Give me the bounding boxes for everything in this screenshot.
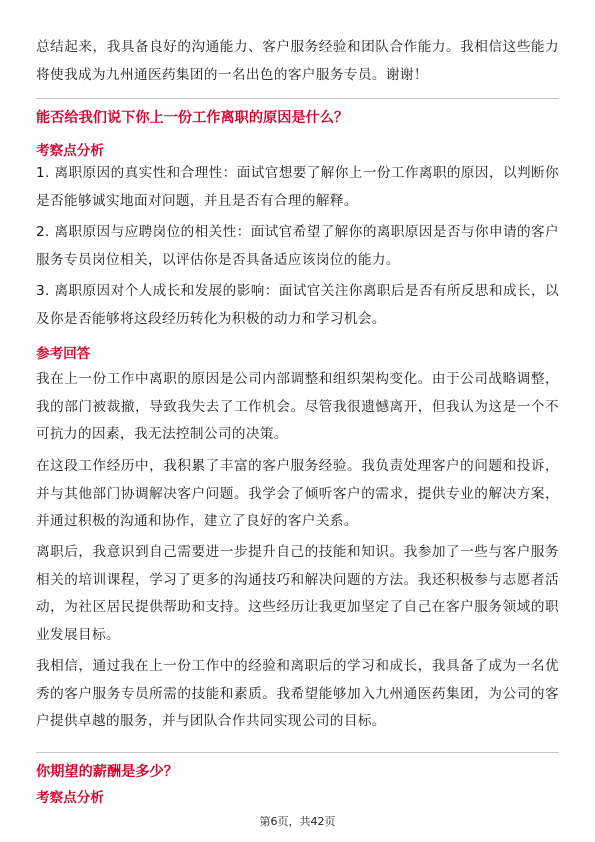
section-divider (36, 98, 559, 99)
answer-paragraph-3: 离职后，我意识到自己需要进一步提升自己的技能和知识。我参加了一些与客户服务相关的培训课程，学习了更多的沟通技巧和解决问题的方法。我还积极参与志愿者活动，为社区居民提供帮助和支持。这些经历让我更加坚定了自己在客户服务领域的职业发展目标。 (36, 544, 559, 643)
analysis-item-1: 1. 离职原因的真实性和合理性：面试官想要了解你上一份工作离职的原因，以判断你是否能够诚实地面对问题，并且是否有合理的解释。 (36, 165, 559, 209)
answer-paragraph-2: 在这段工作经历中，我积累了丰富的客户服务经验。我负责处理客户的问题和投诉，并与其他部门协调解决客户问题。我学会了倾听客户的需求，提供专业的解决方案，并通过积极的沟通和协作，建立了良好的客户关系。 (36, 458, 559, 529)
section-divider (36, 752, 559, 753)
answer-paragraph-4: 我相信，通过我在上一份工作中的经验和离职后的学习和成长，我具备了成为一名优秀的客户服务专员所需的技能和素质。我希望能够加入九州通医药集团，为公司的客户提供卓越的服务，并与团队合作共同实现公司的目标。 (36, 658, 559, 729)
analysis-item-3: 3. 离职原因对个人成长和发展的影响：面试官关注你离职后是否有所反思和成长，以及你是否能够将这段经历转化为积极的动力和学习机会。 (36, 283, 559, 327)
answer-label: 参考回答 (36, 346, 91, 362)
question-heading-leaving-reason: 能否给我们说下你上一份工作离职的原因是什么？ (36, 110, 349, 126)
question-heading-salary: 你期望的薪酬是多少？ (36, 764, 178, 780)
analysis-label: 考察点分析 (36, 790, 104, 806)
answer-paragraph-1: 我在上一份工作中离职的原因是公司内部调整和组织架构变化。由于公司战略调整，我的部门被裁撤，导致我失去了工作机会。尽管我很遗憾离开，但我认为这是一个不可抗力的因素，我无法控制公司的决策。 (36, 371, 559, 442)
document-page (36, 0, 559, 842)
analysis-label: 考察点分析 (36, 143, 104, 159)
analysis-item-2: 2. 离职原因与应聘岗位的相关性：面试官希望了解你的离职原因是否与你申请的客户服务专员岗位相关，以评估你是否具备适应该岗位的能力。 (36, 224, 559, 268)
page-number: 第6页，共42页 (259, 815, 336, 828)
intro-paragraph: 总结起来，我具备良好的沟通能力、客户服务经验和团队合作能力。我相信这些能力将使我成为九州通医药集团的一名出色的客户服务专员。谢谢！ (36, 39, 559, 83)
